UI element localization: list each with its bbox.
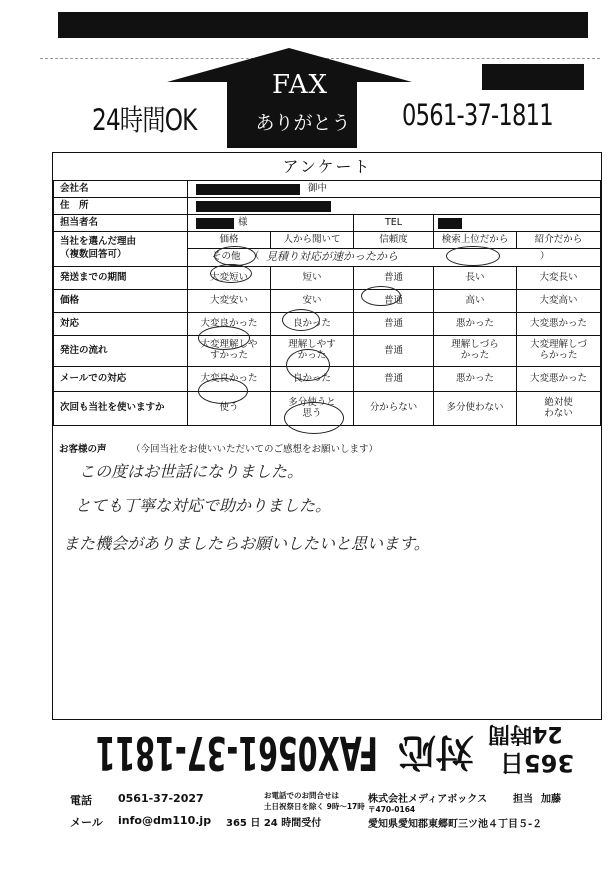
voice-note: （今回当社をお使いいただいてのご感想をお願いします） <box>131 444 379 455</box>
option-cell[interactable]: 理解しやすかった <box>271 336 354 367</box>
reason-other-paren-close: ） <box>540 251 550 262</box>
circle-mark <box>214 246 256 266</box>
option-cell[interactable]: 絶対使わない <box>517 392 601 426</box>
redacted-contact <box>196 218 234 229</box>
mail-address[interactable]: info@dm110.jp <box>118 814 212 827</box>
redacted-company <box>196 184 300 195</box>
option-cell[interactable]: 使う <box>188 392 271 426</box>
circle-mark <box>361 286 401 306</box>
option-cell[interactable]: 大変長い <box>517 267 601 290</box>
company-label: 会社名 <box>54 181 188 198</box>
contact-label: 担当者名 <box>54 215 188 232</box>
option-cell[interactable]: 普通 <box>354 290 434 313</box>
mail-label: メール <box>70 816 103 829</box>
reason-label <box>54 232 188 267</box>
option-cell[interactable]: 大変理解しづらかった <box>517 336 601 367</box>
person-label: 担当 <box>513 794 533 805</box>
option-cell[interactable]: 大変良かった <box>188 313 271 336</box>
contact-suffix: 様 <box>238 217 248 228</box>
survey-title: アンケート <box>53 153 601 181</box>
option-cell[interactable]: 長い <box>434 267 517 290</box>
reason-option-referral[interactable]: 人から聞いて <box>271 232 354 249</box>
option-cell[interactable]: 大変安い <box>188 290 271 313</box>
reason-option-search[interactable]: 検索上位だから <box>434 232 517 249</box>
redacted-fax-stamp <box>482 64 584 90</box>
option-cell[interactable]: 良かった <box>271 367 354 392</box>
row-label-service: 対応 <box>54 313 188 336</box>
option-cell[interactable]: 普通 <box>354 313 434 336</box>
phone-number: 0561-37-2027 <box>118 792 204 805</box>
reason-sub-text: （複数回答可） <box>60 249 127 260</box>
option-cell[interactable]: 大変理解しやすかった <box>188 336 271 367</box>
option-cell[interactable]: 普通 <box>354 367 434 392</box>
voice-line-1: この度はお世話になりました。 <box>79 462 304 481</box>
option-cell[interactable]: 大変短い <box>188 267 271 290</box>
flipped-taiou: 対応 <box>398 730 475 774</box>
reason-other-paren-open: （ <box>250 251 260 262</box>
tel-label: TEL <box>354 215 434 232</box>
survey-form <box>52 152 602 720</box>
option-cell[interactable]: 多分使わない <box>434 392 517 426</box>
reason-other-text: 見積り対応が速かったから <box>266 250 398 263</box>
row-label-next-time: 次回も当社を使いますか <box>54 392 188 426</box>
option-cell[interactable]: 安い <box>271 290 354 313</box>
address-label: 住 所 <box>54 198 188 215</box>
person-name: 加藤 <box>541 794 561 805</box>
fax-thanks: ありがとう <box>255 112 351 134</box>
circle-mark <box>446 246 500 266</box>
option-cell[interactable]: 普通 <box>354 267 434 290</box>
option-cell[interactable]: 大変良かった <box>188 367 271 392</box>
circle-mark <box>198 326 250 350</box>
option-cell[interactable]: 理解しづらかった <box>434 336 517 367</box>
survey-table <box>53 180 601 426</box>
phone-note-2: 土日祝祭日を除く 9時〜17時 <box>264 802 365 811</box>
mail-note: 365 日 24 時間受付 <box>226 818 322 829</box>
option-cell[interactable]: 良かった <box>271 313 354 336</box>
reason-option-price[interactable]: 価格 <box>188 232 271 249</box>
circle-mark <box>286 349 330 381</box>
row-label-email: メールでの対応 <box>54 367 188 392</box>
reason-option-introduction[interactable]: 紹介だから <box>517 232 601 249</box>
row-label-price: 価格 <box>54 290 188 313</box>
reason-other-label: その他 <box>212 251 241 262</box>
option-cell[interactable]: 普通 <box>354 336 434 367</box>
redacted-header-bar <box>58 12 588 38</box>
row-label-delivery: 発送までの期間 <box>54 267 188 290</box>
fax-title: FAX <box>271 70 329 100</box>
circle-mark <box>282 309 320 331</box>
flipped-24h: 24時間 <box>488 721 563 746</box>
option-cell[interactable]: 大変高い <box>517 290 601 313</box>
option-cell[interactable]: 大変悪かった <box>517 313 601 336</box>
circle-mark <box>284 402 344 434</box>
option-cell[interactable]: 大変悪かった <box>517 367 601 392</box>
company-name: 株式会社メディアボックス <box>368 794 488 805</box>
flipped-365: 365日 <box>500 749 575 777</box>
row-label-order-flow: 発注の流れ <box>54 336 188 367</box>
option-cell[interactable]: 短い <box>271 267 354 290</box>
company-address: 愛知県愛知郡東郷町三ツ池４丁目５-２ <box>368 819 543 830</box>
reason-label-text: 当社を選んだ理由 <box>60 236 137 248</box>
redacted-tel <box>438 218 462 229</box>
redacted-address <box>196 201 331 212</box>
slogan-24h: 24時間OK <box>92 103 197 137</box>
flipped-fax-number: FAX0561-37-1811 <box>95 726 378 780</box>
voice-line-3: また機会がありましたらお願いしたいと思います。 <box>63 534 430 553</box>
voice-line-2: とても丁寧な対応で助かりました。 <box>75 496 332 515</box>
option-cell[interactable]: 悪かった <box>434 313 517 336</box>
option-cell[interactable]: 悪かった <box>434 367 517 392</box>
phone-label: 電話 <box>70 794 92 807</box>
reason-option-trust[interactable]: 信頼度 <box>354 232 434 249</box>
option-cell[interactable]: 高い <box>434 290 517 313</box>
company-suffix: 御中 <box>308 183 328 194</box>
postal-code: 〒470-0164 <box>368 805 416 814</box>
phone-note-1: お電話でのお問合せは <box>264 791 339 800</box>
option-cell[interactable]: 多分使うと思う <box>271 392 354 426</box>
voice-label: お客様の声 <box>59 444 107 455</box>
option-cell[interactable]: 分からない <box>354 392 434 426</box>
fax-number: 0561-37-1811 <box>402 98 553 132</box>
circle-mark <box>198 378 248 404</box>
circle-mark <box>210 264 252 283</box>
